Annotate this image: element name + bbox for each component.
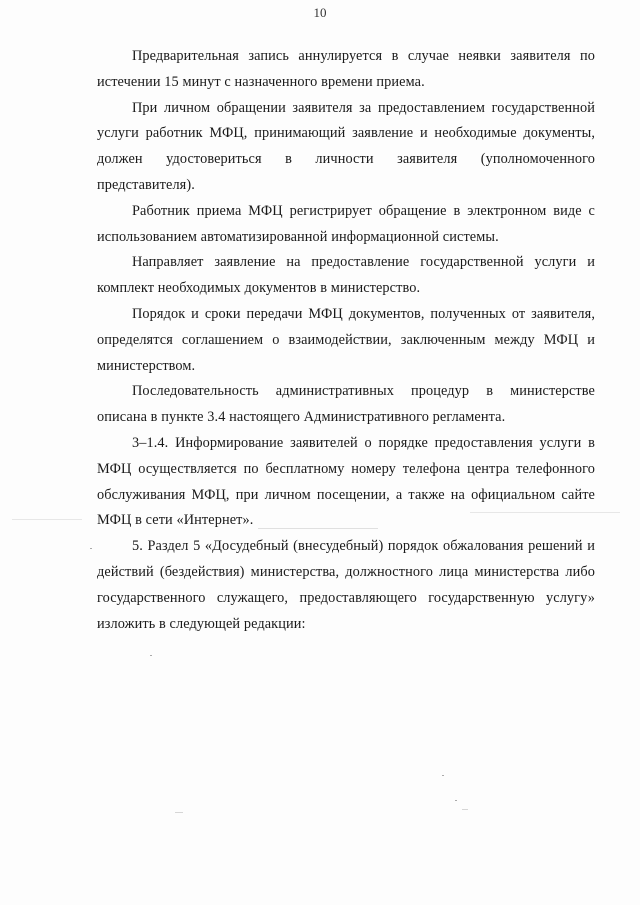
paragraph-transfer-procedure: Порядок и сроки передачи МФЦ документов, полученных от заявителя, определятся соглашением о взаимодействии, заключенным между МФЦ и министерством. [97,305,595,374]
scan-artifact-bottom-left [175,812,183,813]
scan-artifact-dot [455,800,457,801]
paragraph-personal-request: При личном обращении заявителя за предоставлением государственной услуги работник МФЦ, принимающий заявление и необходимые документы, должен удостовериться в личности заявителя (уполномоченного представителя). [97,99,595,193]
scan-artifact-bottom-right [462,809,468,810]
paragraph-preregistration-cancel: Предварительная запись аннулируется в случае неявки заявителя по истечении 15 минут с назначенного времени приема. [97,48,595,90]
paragraph-procedure-sequence: Последовательность административных процедур в министерстве описана в пункте 3.4 настоящего Административного регламента. [97,383,595,426]
scan-artifact-left [12,519,82,520]
document-body [97,44,595,637]
page-number: 10 [313,5,327,20]
paragraph-section-5-amendment: 5. Раздел 5 «Досудебный (внесудебный) порядок обжалования решений и действий (бездействия) министерства, должностного лица министерства либо государственного служащего, предоставляющего государственную услугу» изложить в следующей редакции: [97,538,595,632]
paragraph-informing-applicants: 3–1.4. Информирование заявителей о порядке предоставления услуги в МФЦ осуществляется по бесплатному номеру телефона центра телефонного обслуживания МФЦ, при личном посещении, а также на официальном сайте МФЦ в сети «Интернет». [97,434,595,529]
scan-artifact-underline [258,528,378,529]
scan-artifact-dot [150,655,152,656]
paragraph-electronic-registration: Работник приема МФЦ регистрирует обращение в электронном виде с использованием автоматизированной информационной системы. [97,202,595,245]
scan-artifact-dot [90,548,92,549]
scan-artifact-dot [442,775,444,776]
scan-artifact-right [470,512,620,513]
paragraph-send-application: Направляет заявление на предоставление государственной услуги и комплект необходимых документов в министерство. [97,254,595,297]
